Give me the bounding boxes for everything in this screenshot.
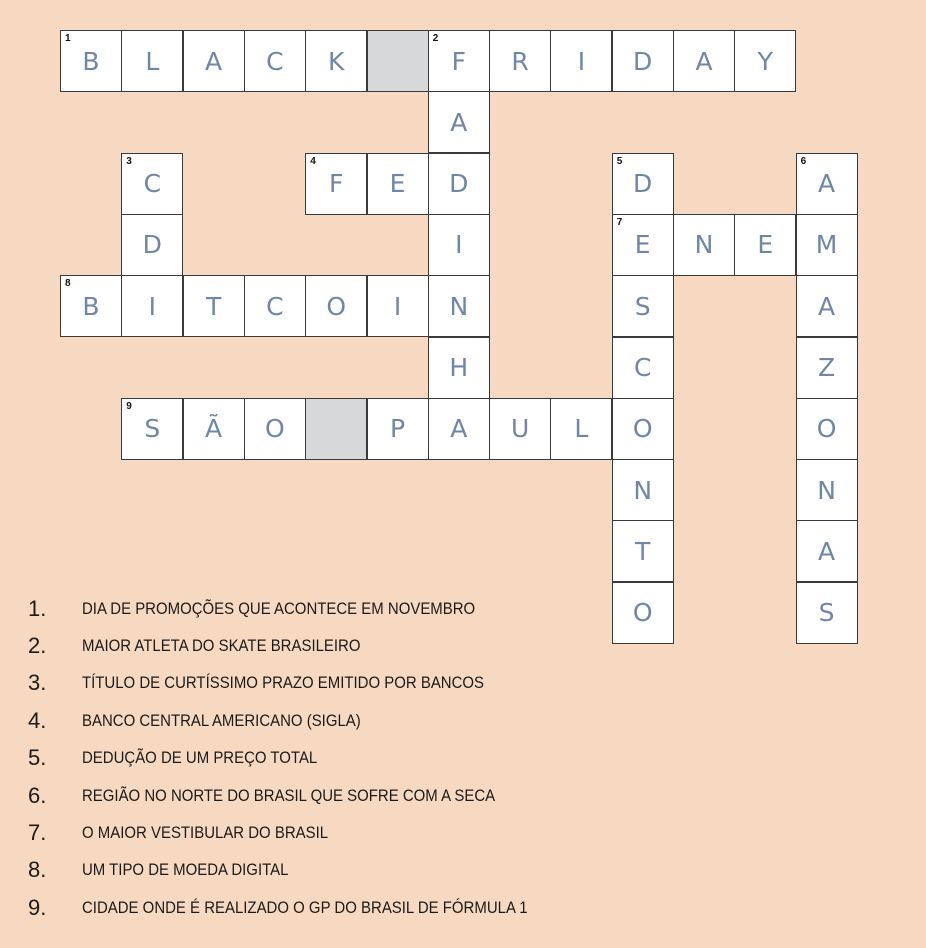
grid-cell[interactable] xyxy=(60,275,122,337)
clue-number: 5. xyxy=(28,745,47,771)
cell-letter: S xyxy=(634,291,651,321)
cell-letter: A xyxy=(450,414,468,444)
cell-letter: A xyxy=(818,536,836,566)
cell-letter: Z xyxy=(818,353,836,382)
grid-cell[interactable] xyxy=(367,398,429,460)
cell-letter: E xyxy=(389,169,406,199)
grid-cell[interactable] xyxy=(612,398,674,460)
grid-cell[interactable] xyxy=(244,30,306,92)
clue-number-marker: 2 xyxy=(432,33,439,44)
cell-letter: I xyxy=(393,291,402,321)
grid-cell[interactable] xyxy=(121,30,183,92)
cell-letter: I xyxy=(148,291,156,321)
clue-number: 8. xyxy=(28,857,47,883)
cell-letter: F xyxy=(451,46,466,76)
cell-letter: B xyxy=(82,291,100,321)
cell-letter: O xyxy=(632,598,653,628)
grid-cell[interactable] xyxy=(428,214,490,276)
grid-cell[interactable] xyxy=(734,214,796,276)
cell-letter: A xyxy=(695,46,713,76)
grid-cell[interactable] xyxy=(121,275,183,337)
cell-letter: D xyxy=(633,169,653,199)
cell-letter: K xyxy=(327,46,345,76)
grid-cell[interactable] xyxy=(121,153,183,215)
cell-letter: A xyxy=(818,169,836,199)
clue-text: UM TIPO DE MOEDA DIGITAL xyxy=(82,860,289,880)
cell-letter: M xyxy=(815,230,838,260)
cell-letter: P xyxy=(389,414,406,444)
cell-letter: E xyxy=(757,230,774,260)
grid-cell[interactable] xyxy=(612,337,674,399)
block-cell xyxy=(305,398,367,460)
cell-letter: O xyxy=(632,414,653,444)
cell-letter: C xyxy=(266,46,284,76)
clue-item xyxy=(28,889,728,926)
cell-letter: A xyxy=(450,107,468,137)
clue-number-marker: 5 xyxy=(616,155,623,167)
clue-item xyxy=(28,777,728,814)
clue-number: 1. xyxy=(28,595,47,621)
clue-text: DEDUÇÃO DE UM PREÇO TOTAL xyxy=(82,748,318,768)
clue-item xyxy=(28,740,728,777)
grid-cell[interactable] xyxy=(673,30,735,92)
clue-text: TÍTULO DE CURTÍSSIMO PRAZO EMITIDO POR BANCOS xyxy=(82,673,485,693)
clue-number: 4. xyxy=(28,707,47,733)
grid-cell[interactable] xyxy=(244,398,306,460)
clue-item xyxy=(28,590,728,627)
clue-text: O MAIOR VESTIBULAR DO BRASIL xyxy=(82,823,329,843)
grid-cell[interactable] xyxy=(612,275,674,337)
cell-letter: C xyxy=(266,291,284,321)
clue-number-marker: 6 xyxy=(800,155,807,167)
grid-cell[interactable] xyxy=(796,582,858,644)
clue-number: 2. xyxy=(28,633,47,659)
grid-cell[interactable] xyxy=(612,520,674,582)
clue-text: CIDADE ONDE É REALIZADO O GP DO BRASIL DE FÓRMULA 1 xyxy=(82,897,528,917)
grid-cell[interactable] xyxy=(305,153,367,215)
clue-item xyxy=(28,627,728,664)
grid-cell[interactable] xyxy=(367,153,429,215)
cell-letter: D xyxy=(142,230,162,260)
clue-item xyxy=(28,852,728,889)
cell-letter: U xyxy=(510,414,530,444)
grid-cell[interactable] xyxy=(428,91,490,153)
clue-text: REGIÃO NO NORTE DO BRASIL QUE SOFRE COM A SECA xyxy=(82,785,496,805)
cell-letter: L xyxy=(145,46,160,76)
grid-cell[interactable] xyxy=(612,30,674,92)
grid-cell[interactable] xyxy=(796,459,858,521)
cell-letter: A xyxy=(818,291,836,321)
clue-number: 7. xyxy=(28,820,47,846)
clue-number-marker: 9 xyxy=(126,400,132,412)
grid-cell[interactable] xyxy=(428,398,490,460)
grid-cell[interactable] xyxy=(305,30,367,92)
cell-letter: S xyxy=(818,598,835,628)
cell-letter: A xyxy=(205,46,223,76)
grid-cell[interactable] xyxy=(612,459,674,521)
cell-letter: S xyxy=(144,414,161,444)
cell-letter: L xyxy=(574,414,589,444)
grid-cell[interactable] xyxy=(183,398,245,460)
grid-cell[interactable] xyxy=(796,337,858,399)
cell-letter: C xyxy=(143,169,162,199)
clue-number: 6. xyxy=(28,782,47,808)
clue-item xyxy=(28,814,728,851)
cell-letter: B xyxy=(82,46,100,76)
grid-cell[interactable] xyxy=(305,275,367,337)
cell-letter: T xyxy=(635,536,651,566)
clue-number-marker: 4 xyxy=(310,155,316,167)
clue-text: BANCO CENTRAL AMERICANO (SIGLA) xyxy=(82,710,361,730)
grid-cell[interactable] xyxy=(183,275,245,337)
cell-letter: H xyxy=(449,353,469,382)
grid-cell[interactable] xyxy=(673,214,735,276)
cell-letter: N xyxy=(449,291,469,321)
cell-letter: T xyxy=(205,291,222,321)
grid-cell[interactable] xyxy=(489,30,551,92)
cell-letter: Ã xyxy=(205,414,223,444)
grid-cell[interactable] xyxy=(550,30,612,92)
grid-cell[interactable] xyxy=(796,398,858,460)
grid-cell[interactable] xyxy=(244,275,306,337)
grid-cell[interactable] xyxy=(796,275,858,337)
grid-cell[interactable] xyxy=(796,520,858,582)
cell-letter: F xyxy=(328,169,344,199)
cell-letter: N xyxy=(817,475,836,505)
clue-number: 9. xyxy=(28,894,47,920)
grid-cell[interactable] xyxy=(121,398,183,460)
grid-cell[interactable] xyxy=(183,30,245,92)
block-cell xyxy=(367,30,429,92)
cell-letter: O xyxy=(265,414,285,444)
cell-letter: O xyxy=(816,414,837,444)
cell-letter: I xyxy=(455,230,463,260)
grid-cell[interactable] xyxy=(734,30,796,92)
clue-list xyxy=(28,590,728,927)
grid-cell[interactable] xyxy=(612,153,674,215)
grid-cell[interactable] xyxy=(428,337,490,399)
grid-cell[interactable] xyxy=(428,30,490,92)
clue-number-marker: 7 xyxy=(616,216,623,228)
grid-cell[interactable] xyxy=(612,214,674,276)
cell-letter: C xyxy=(633,353,652,382)
cell-letter: O xyxy=(326,291,347,321)
cell-letter: D xyxy=(449,169,469,199)
grid-cell[interactable] xyxy=(60,30,122,92)
cell-letter: N xyxy=(694,230,714,260)
grid-cell[interactable] xyxy=(550,398,612,460)
cell-letter: N xyxy=(633,475,653,505)
grid-cell[interactable] xyxy=(367,275,429,337)
grid-cell[interactable] xyxy=(428,275,490,337)
grid-cell[interactable] xyxy=(489,398,551,460)
clue-number-marker: 1 xyxy=(65,33,71,44)
cell-letter: E xyxy=(634,230,651,260)
grid-cell[interactable] xyxy=(796,214,858,276)
clue-text: DIA DE PROMOÇÕES QUE ACONTECE EM NOVEMBRO xyxy=(82,598,476,618)
cell-letter: D xyxy=(633,46,653,76)
clue-item xyxy=(28,702,728,739)
cell-letter: Y xyxy=(757,46,773,76)
clue-number: 3. xyxy=(28,670,47,696)
grid-cell[interactable] xyxy=(428,153,490,215)
grid-cell[interactable] xyxy=(121,214,183,276)
clue-text: MAIOR ATLETA DO SKATE BRASILEIRO xyxy=(82,636,361,656)
clue-number-marker: 3 xyxy=(126,155,132,167)
cell-letter: I xyxy=(577,46,586,76)
clue-item xyxy=(28,665,728,702)
clue-number-marker: 8 xyxy=(65,278,71,290)
cell-letter: R xyxy=(511,46,529,76)
grid-cell[interactable] xyxy=(796,153,858,215)
